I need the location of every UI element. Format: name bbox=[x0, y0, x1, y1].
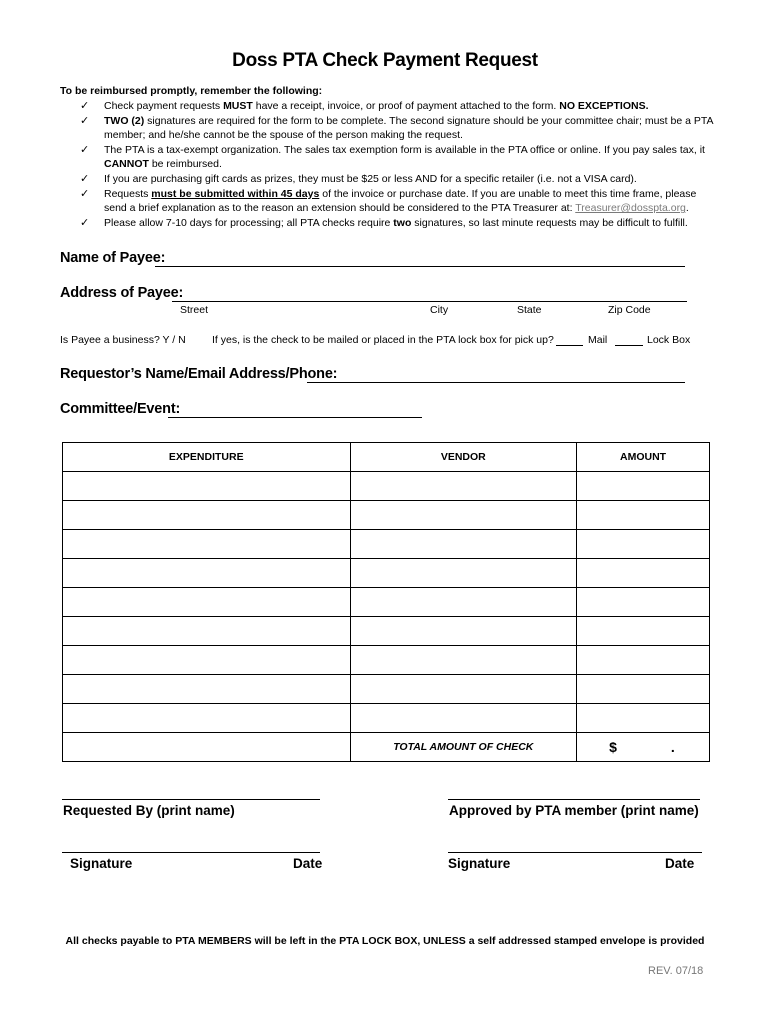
table-row bbox=[63, 704, 710, 733]
zip-caption: Zip Code bbox=[608, 304, 651, 316]
checkmark-icon: ✓ bbox=[80, 100, 90, 112]
instructions-heading: To be reimbursed promptly, remember the following: bbox=[60, 85, 323, 97]
vendor-cell[interactable] bbox=[350, 530, 577, 559]
instruction-item: ✓ Requests must be submitted within 45 days of the invoice or purchase date. If you are unable to meet this time frame, please send a brief explanation as to the reason an extension should be considered to the PTA Treasurer at: Treasurer@dosspta.org. bbox=[80, 187, 697, 215]
expenditure-cell[interactable] bbox=[63, 530, 351, 559]
amount-cell[interactable] bbox=[577, 472, 710, 501]
vendor-cell[interactable] bbox=[350, 617, 577, 646]
payee-name-label: Name of Payee: bbox=[60, 250, 166, 266]
lockbox-option: Lock Box bbox=[647, 334, 691, 346]
table-row bbox=[63, 617, 710, 646]
amount-cell[interactable] bbox=[577, 617, 710, 646]
street-caption: Street bbox=[180, 304, 209, 316]
checkmark-icon: ✓ bbox=[80, 187, 90, 200]
expenditure-cell[interactable] bbox=[63, 617, 351, 646]
mail-question: If yes, is the check to be mailed or placed in the PTA lock box for pick up? bbox=[212, 334, 554, 346]
vendor-cell[interactable] bbox=[350, 588, 577, 617]
approver-signature-label: Signature bbox=[448, 856, 511, 871]
total-amount-cell[interactable] bbox=[577, 733, 710, 762]
table-row bbox=[63, 559, 710, 588]
instruction-item: ✓ TWO (2) signatures are required for the form to be complete. The second signature should be your committee chair; must be a PTA member; and he/she cannot be the spouse of the person making the request. bbox=[80, 114, 713, 142]
approved-by-line[interactable] bbox=[448, 799, 700, 800]
mail-option: Mail bbox=[588, 334, 608, 346]
city-caption: City bbox=[430, 304, 449, 316]
requested-by-label: Requested By (print name) bbox=[63, 803, 235, 818]
expenditure-cell[interactable] bbox=[63, 704, 351, 733]
payee-address-label: Address of Payee: bbox=[60, 285, 184, 301]
checkmark-icon: ✓ bbox=[80, 216, 90, 229]
expenditure-cell[interactable] bbox=[63, 588, 351, 617]
vendor-cell[interactable] bbox=[350, 646, 577, 675]
amount-cell[interactable] bbox=[577, 559, 710, 588]
revision-label: REV. 07/18 bbox=[648, 965, 704, 977]
approver-date-label: Date bbox=[665, 856, 695, 871]
table-row bbox=[63, 646, 710, 675]
requester-date-label: Date bbox=[293, 856, 323, 871]
payee-address-field[interactable] bbox=[172, 286, 687, 302]
mail-blank[interactable] bbox=[556, 334, 583, 346]
amount-cell[interactable] bbox=[577, 704, 710, 733]
requestor-label: Requestor’s Name/Email Address/Phone: bbox=[60, 366, 338, 382]
lockbox-blank[interactable] bbox=[615, 334, 643, 346]
table-row bbox=[63, 501, 710, 530]
state-caption: State bbox=[517, 304, 542, 316]
business-question: Is Payee a business? Y / N bbox=[60, 334, 186, 346]
expenditure-table bbox=[62, 442, 710, 762]
expenditure-cell[interactable] bbox=[63, 675, 351, 704]
vendor-cell[interactable] bbox=[350, 704, 577, 733]
expenditure-cell[interactable] bbox=[63, 559, 351, 588]
requester-signature-label: Signature bbox=[70, 856, 133, 871]
instructions-list bbox=[80, 99, 720, 230]
instruction-item: ✓ If you are purchasing gift cards as prizes, they must be $25 or less AND for a specific retailer (i.e. not a VISA card). bbox=[80, 172, 637, 185]
table-row bbox=[63, 588, 710, 617]
requestor-field[interactable] bbox=[307, 367, 685, 383]
expenditure-cell[interactable] bbox=[63, 501, 351, 530]
instruction-item: ✓ The PTA is a tax-exempt organization. The sales tax exemption form is available in the PTA office or online. If you pay sales tax, it CANNOT be reimbursed. bbox=[80, 143, 705, 171]
total-label: TOTAL AMOUNT OF CHECK bbox=[350, 733, 577, 762]
checkmark-icon: ✓ bbox=[80, 172, 90, 185]
amount-cell[interactable] bbox=[577, 646, 710, 675]
vendor-cell[interactable] bbox=[350, 472, 577, 501]
total-row bbox=[63, 733, 710, 762]
approved-by-label: Approved by PTA member (print name) bbox=[449, 803, 699, 818]
instruction-item: ✓ Check payment requests MUST have a receipt, invoice, or proof of payment attached to the form. NO EXCEPTIONS. bbox=[80, 100, 649, 112]
dollar-sign: $ bbox=[609, 739, 617, 755]
instruction-item: ✓ Please allow 7-10 days for processing; all PTA checks require two signatures, so last minute requests may be difficult to fulfill. bbox=[80, 216, 688, 229]
committee-label: Committee/Event: bbox=[60, 401, 181, 417]
requested-by-line[interactable] bbox=[62, 799, 320, 800]
amount-cell[interactable] bbox=[577, 588, 710, 617]
approver-signature-line[interactable] bbox=[448, 852, 702, 853]
amount-header: AMOUNT bbox=[577, 443, 710, 472]
vendor-cell[interactable] bbox=[350, 675, 577, 704]
checkmark-icon: ✓ bbox=[80, 143, 90, 156]
checkmark-icon: ✓ bbox=[80, 114, 90, 127]
decimal-point: . bbox=[670, 739, 675, 755]
requester-signature-line[interactable] bbox=[62, 852, 320, 853]
total-blank-cell bbox=[63, 733, 351, 762]
amount-cell[interactable] bbox=[577, 530, 710, 559]
expenditure-header: EXPENDITURE bbox=[63, 443, 351, 472]
lockbox-notice: All checks payable to PTA MEMBERS will be left in the PTA LOCK BOX, UNLESS a self addressed stamped envelope is provided bbox=[65, 935, 705, 947]
table-row bbox=[63, 675, 710, 704]
table-header-row bbox=[63, 443, 710, 472]
expenditure-cell[interactable] bbox=[63, 646, 351, 675]
vendor-header: VENDOR bbox=[350, 443, 577, 472]
amount-cell[interactable] bbox=[577, 501, 710, 530]
form-title: Doss PTA Check Payment Request bbox=[232, 50, 538, 71]
amount-cell[interactable] bbox=[577, 675, 710, 704]
vendor-cell[interactable] bbox=[350, 501, 577, 530]
payee-name-field[interactable] bbox=[155, 251, 685, 267]
table-row bbox=[63, 530, 710, 559]
treasurer-email-link[interactable]: Treasurer@dosspta.org bbox=[575, 202, 686, 215]
expenditure-cell[interactable] bbox=[63, 472, 351, 501]
table-row bbox=[63, 472, 710, 501]
vendor-cell[interactable] bbox=[350, 559, 577, 588]
committee-field[interactable] bbox=[168, 402, 422, 418]
